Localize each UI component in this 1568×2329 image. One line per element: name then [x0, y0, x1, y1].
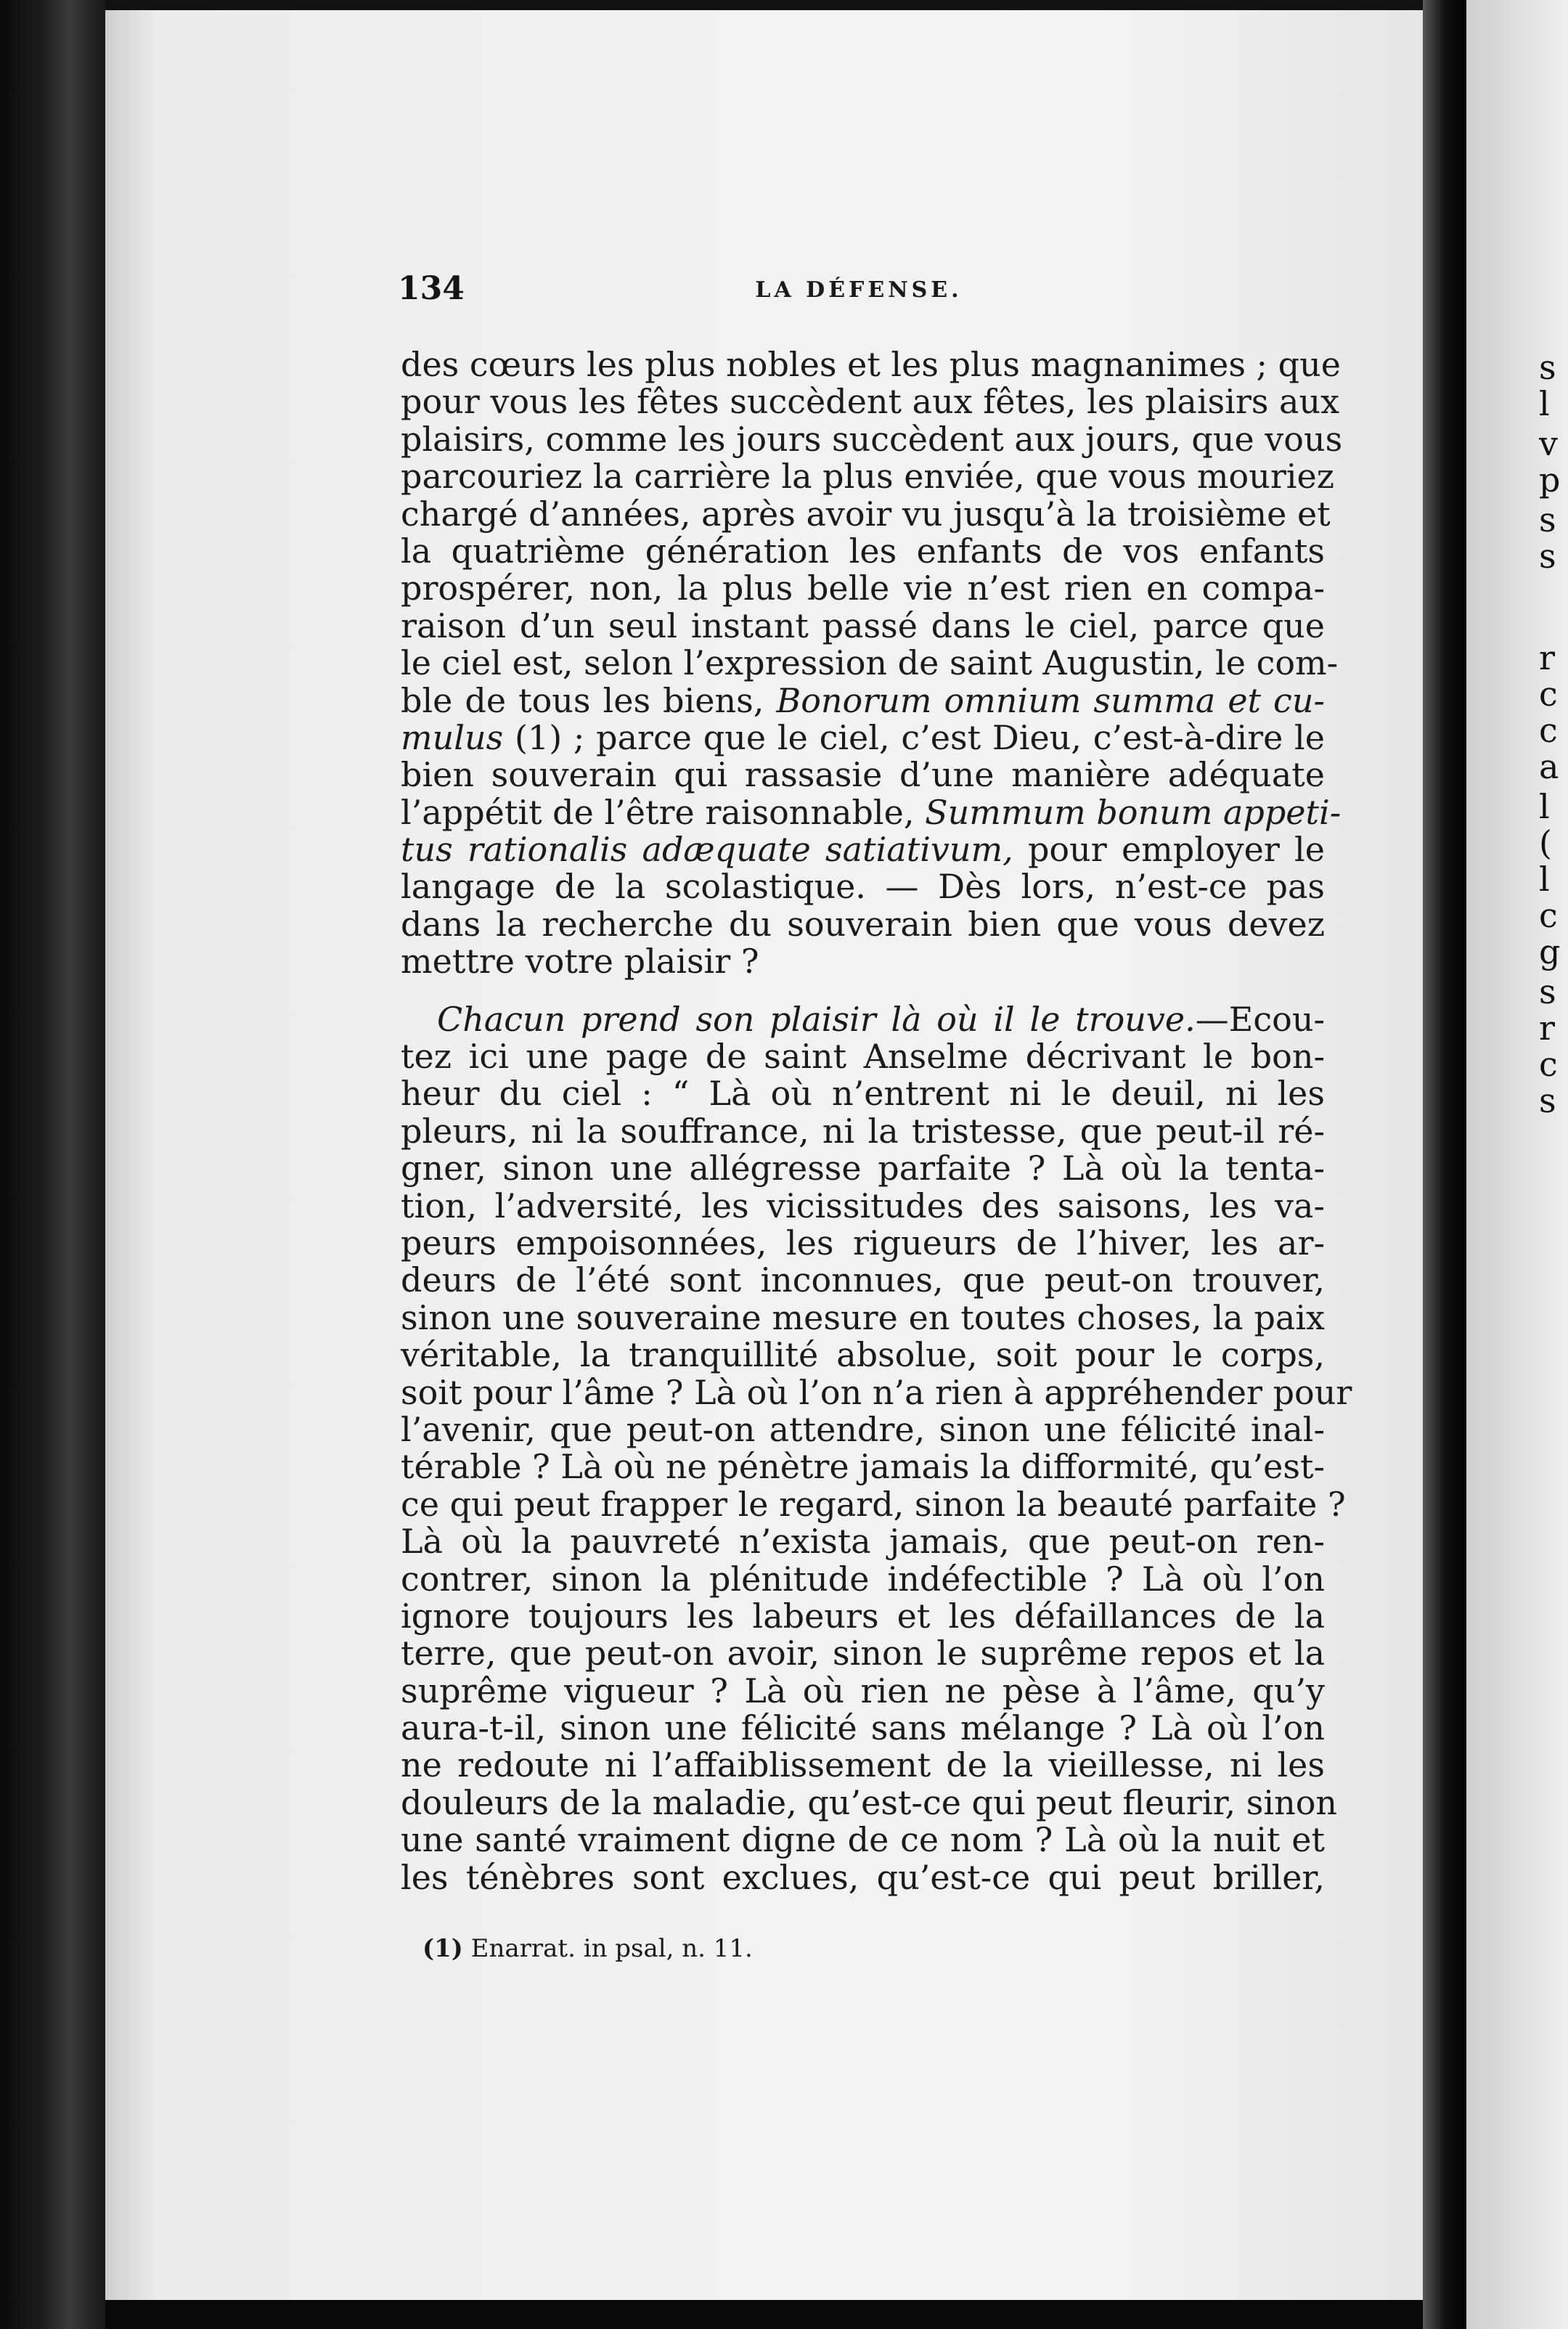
text-line: peurs empoisonnées, les rigueurs de l’hiver, les ar-	[401, 1223, 1325, 1263]
text-line: plaisirs, comme les jours succèdent aux jours, que vous	[401, 419, 1343, 459]
text-line: tus rationalis adæquate satiativum, pour employer le	[401, 830, 1325, 870]
text-line: suprême vigueur ? Là où rien ne pèse à l’âme, qu’y	[401, 1671, 1325, 1710]
text-line: une santé vraiment digne de ce nom ? Là où la nuit et	[401, 1820, 1325, 1860]
text-line: pleurs, ni la souffrance, ni la tristesse, que peut-il ré-	[401, 1111, 1325, 1151]
text-line: raison d’un seul instant passé dans le ciel, parce que	[401, 605, 1325, 645]
body-text	[401, 345, 1352, 1897]
text-line: ble de tous les biens, Bonorum omnium summa et cu-	[401, 680, 1325, 720]
scan-top-border	[105, 0, 1423, 10]
text-line: gner, sinon une allégresse parfaite ? Là où la tenta-	[401, 1149, 1325, 1188]
next-page-char: l	[1539, 787, 1550, 826]
text-line: mettre votre plaisir ?	[401, 942, 759, 982]
next-page-char: c	[1539, 674, 1558, 714]
text-line: douleurs de la maladie, qu’est-ce qui peut fleurir, sinon	[401, 1782, 1338, 1822]
text-line: mulus (1) ; parce que le ciel, c’est Dieu, c’est-à-dire le	[401, 717, 1325, 757]
text-line: terre, que peut-on avoir, sinon le suprême repos et la	[401, 1633, 1325, 1673]
text-line: langage de la scolastique. — Dès lors, n’est-ce pas	[401, 867, 1325, 907]
next-page-char: (	[1539, 823, 1552, 862]
next-page-char: v	[1539, 424, 1558, 463]
text-line: Là où la pauvreté n’exista jamais, que peut-on ren-	[401, 1522, 1325, 1562]
text-line: Chacun prend son plaisir là où il le trouve.—Ecou-	[437, 999, 1325, 1039]
running-head	[398, 270, 1320, 321]
text-line: l’avenir, que peut-on attendre, sinon une félicité inal-	[401, 1409, 1325, 1449]
text-line: tion, l’adversité, les vicissitudes des saisons, les va-	[401, 1186, 1325, 1225]
text-line: chargé d’années, après avoir vu jusqu’à la troisième et	[401, 494, 1331, 534]
text-line: véritable, la tranquillité absolue, soit pour le corps,	[401, 1335, 1325, 1375]
text-line: bien souverain qui rassasie d’une manière adéquate	[401, 755, 1325, 795]
text-line: ignore toujours les labeurs et les défaillances de la	[401, 1596, 1325, 1636]
text-line: prospérer, non, la plus belle vie n’est rien en compa-	[401, 568, 1325, 608]
page-number: 134	[398, 270, 465, 307]
text-line: deurs de l’été sont inconnues, que peut-on trouver,	[401, 1260, 1325, 1300]
paragraph-gap	[401, 981, 1325, 1001]
next-page-char: s	[1539, 500, 1556, 539]
book-edge	[0, 0, 116, 2329]
book-gutter	[1423, 0, 1466, 2329]
next-page-char: l	[1539, 860, 1550, 899]
text-line: dans la recherche du souverain bien que vous devez	[401, 904, 1325, 944]
text-line: ne redoute ni l’affaiblissement de la vieillesse, ni les	[401, 1745, 1325, 1785]
next-page-char: s	[1539, 1081, 1556, 1120]
footnote-text: Enarrat. in psal, n. 11.	[470, 1934, 753, 1963]
next-page-char: r	[1539, 1008, 1555, 1048]
text-line: parcouriez la carrière la plus enviée, que vous mouriez	[401, 457, 1334, 497]
text-line: la quatrième génération les enfants de vos enfants	[401, 531, 1325, 571]
next-page-char: a	[1539, 747, 1559, 786]
scan-bottom-border	[105, 2300, 1423, 2329]
next-page-char: c	[1539, 1045, 1558, 1084]
text-line: pour vous les fêtes succèdent aux fêtes, les plaisirs aux	[401, 382, 1340, 422]
next-page-char: s	[1539, 348, 1556, 387]
text-line: le ciel est, selon l’expression de saint Augustin, le com-	[401, 643, 1339, 683]
text-line: térable ? Là où ne pénètre jamais la difformité, qu’est-	[401, 1447, 1326, 1487]
next-page-char: l	[1539, 384, 1550, 423]
next-page-char: c	[1539, 896, 1558, 935]
running-title: LA DÉFENSE.	[755, 277, 963, 303]
text-line: ce qui peut frapper le regard, sinon la beauté parfaite ?	[401, 1484, 1346, 1524]
next-page-char: s	[1539, 537, 1556, 576]
text-line: l’appétit de l’être raisonnable, Summum bonum appeti-	[401, 792, 1342, 832]
text-line: des cœurs les plus nobles et les plus magnanimes ; que	[401, 345, 1341, 384]
text-line: aura-t-il, sinon une félicité sans mélange ? Là où l’on	[401, 1708, 1325, 1748]
text-line: sinon une souveraine mesure en toutes choses, la paix	[401, 1297, 1325, 1337]
footnote	[422, 1934, 753, 1963]
text-line: les ténèbres sont exclues, qu’est-ce qui peut briller,	[401, 1857, 1325, 1897]
footnote-marker: (1)	[422, 1934, 463, 1963]
text-line: tez ici une page de saint Anselme décrivant le bon-	[401, 1037, 1325, 1077]
next-page-char: c	[1539, 711, 1558, 750]
text-line: soit pour l’âme ? Là où l’on n’a rien à appréhender pour	[401, 1372, 1352, 1412]
next-page-char: s	[1539, 972, 1556, 1011]
text-line: contrer, sinon la plénitude indéfectible ? Là où l’on	[401, 1559, 1325, 1599]
next-page-char: r	[1539, 638, 1555, 677]
next-page-char: g	[1539, 932, 1561, 971]
next-page-fragment	[1466, 0, 1568, 2329]
next-page-char: p	[1539, 460, 1561, 499]
text-line: heur du ciel : “ Là où n’entrent ni le deuil, ni les	[401, 1074, 1325, 1114]
